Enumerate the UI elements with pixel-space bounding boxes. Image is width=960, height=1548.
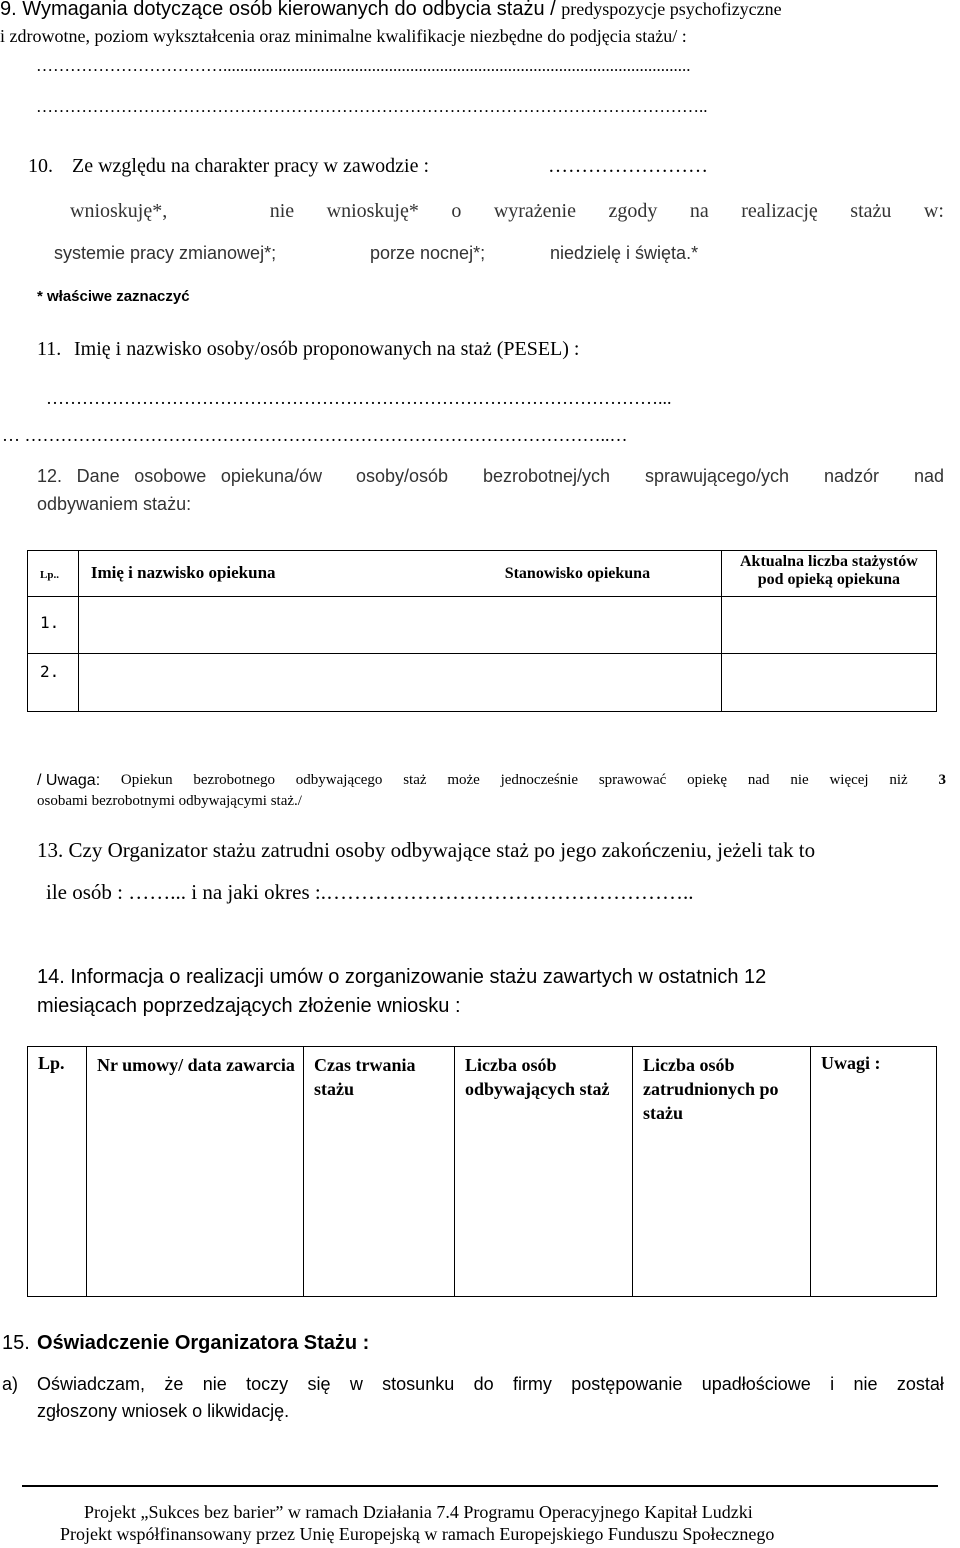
s9-dots1: …………………………….............................................................................................................. [36, 56, 691, 75]
word: Oświadczam, [37, 1374, 146, 1394]
s14-line2: miesiącach poprzedzających złożenie wniosku : [37, 995, 461, 1017]
word: Opiekun [120, 772, 173, 788]
word: staż [403, 772, 427, 788]
col-lp [28, 551, 79, 597]
word: opiekę [687, 772, 728, 788]
s9-line1 [0, 0, 782, 21]
contracts-table-header [28, 1047, 937, 1297]
col-contract [87, 1047, 304, 1297]
option-system-holidays[interactable]: niedzielę i święta.* [550, 243, 699, 263]
option-nie: nie [269, 200, 295, 222]
s9-dots2: ……………………………………………………………………………………………………….. [36, 97, 708, 116]
col-name-label: Imię i nazwisko opiekuna [90, 563, 276, 582]
word: opiekuna/ów [220, 466, 322, 486]
word: że [164, 1374, 184, 1394]
word: toczy [246, 1374, 289, 1394]
s9-line2: i zdrowotne, poziom wykształcenia oraz minimalne kwalifikacje niezbędne do podjęcia stażu/ : [0, 26, 687, 46]
cell-name[interactable] [78, 654, 496, 712]
supervisor-table-header [28, 551, 937, 597]
word: nad [913, 466, 944, 486]
word: 3 [938, 772, 946, 788]
s15-num: 15. [2, 1332, 30, 1354]
word: do [473, 1374, 494, 1394]
col-count-label: Aktualna liczba stażystów pod opieką opiekuna [740, 553, 918, 588]
word: postępowanie [571, 1374, 683, 1394]
word: Dane [76, 466, 120, 486]
option-system-night[interactable]: porze nocnej*; [370, 243, 486, 263]
s15-a-line1 [37, 1374, 944, 1395]
col-lp-label: Lp. [38, 1053, 65, 1073]
col-lp [28, 1047, 87, 1297]
col-name [78, 551, 496, 597]
s15-title: Oświadczenie Organizatora Stażu : [37, 1332, 370, 1354]
contracts-table [27, 1046, 937, 1297]
col-position-label: Stanowisko opiekuna [504, 565, 651, 582]
cell-count[interactable] [721, 654, 936, 712]
word: firmy [512, 1374, 552, 1394]
footer-line2: Projekt współfinansowany przez Unię Europejską w ramach Europejskiego Funduszu Społecznego [60, 1524, 775, 1544]
s15-a-line2: zgłoszony wniosek o likwidację. [37, 1401, 290, 1421]
word: bezrobotnej/ych [482, 466, 611, 486]
s10-dots: …………………… [548, 155, 708, 177]
s12-label-left [37, 466, 322, 487]
s12-note-line2: osobami bezrobotnymi odbywającymi staż./ [37, 793, 302, 809]
word: stażu [850, 200, 892, 222]
s14-line1: 14. Informacja o realizacji umów o zorganizowanie stażu zawartych w ostatnich 12 [37, 966, 767, 988]
col-notes [811, 1047, 937, 1297]
s9-line1-small: predyspozycje psychofizyczne [561, 0, 782, 19]
cell-lp [28, 654, 79, 712]
s12-label-line2: odbywaniem stażu: [37, 494, 192, 514]
note-prefix: / Uwaga: [37, 772, 101, 789]
s11-num: 11. [37, 338, 62, 360]
cell-count[interactable] [721, 597, 936, 654]
word: niż [889, 772, 908, 788]
word: wyrażenie [493, 200, 576, 222]
s12-label-right [356, 466, 944, 487]
table-row [28, 654, 937, 712]
s10-num: 10. [28, 155, 53, 177]
word: sprawującego/ych [644, 466, 790, 486]
s10-question: Ze względu na charakter pracy w zawodzie : [72, 155, 430, 177]
word: nie [853, 1374, 878, 1394]
word: bezrobotnego [193, 772, 276, 788]
footer-divider [22, 1485, 938, 1487]
col-count [721, 551, 936, 597]
col-position [497, 551, 722, 597]
table-row [28, 597, 937, 654]
word: zgody [608, 200, 658, 222]
word: i [830, 1374, 835, 1394]
word: w [349, 1374, 363, 1394]
s11-label: Imię i nazwisko osoby/osób proponowanych na staż (PESEL) : [74, 338, 580, 360]
cell-name[interactable] [78, 597, 496, 654]
supervisor-table [27, 550, 937, 712]
col-lp-label: Lp.. [40, 569, 59, 581]
word: osoby/osób [356, 466, 449, 486]
word: nad [747, 772, 770, 788]
option-nie-wnioskuje[interactable]: wnioskuję* [326, 200, 419, 222]
col-duration-label: Czas trwania stażu [314, 1055, 416, 1099]
cell-lp-value: 2. [40, 662, 60, 681]
word: o [451, 200, 462, 222]
word: na [689, 200, 709, 222]
word: stosunku [382, 1374, 455, 1394]
col-duration [304, 1047, 455, 1297]
s13-line1: 13. Czy Organizator stażu zatrudni osoby odbywające staż po jego zakończeniu, jeżeli tak to [37, 838, 816, 862]
word: jednocześnie [500, 772, 579, 788]
word: więcej [829, 772, 869, 788]
word: sprawować [598, 772, 667, 788]
s10-options-line [70, 200, 944, 223]
word: odbywającego [295, 772, 383, 788]
word: w: [923, 200, 944, 222]
cell-lp [28, 597, 79, 654]
word: osobowe [134, 466, 207, 486]
s12-note-line1 [37, 772, 946, 790]
word: nie [202, 1374, 227, 1394]
s15-a-label: a) [2, 1374, 19, 1394]
word: nadzór [823, 466, 880, 486]
s9-line1-main: 9. Wymagania dotyczące osób kierowanych do odbycia stażu / [0, 0, 556, 20]
s10-note: * właściwe zaznaczyć [37, 288, 190, 305]
word: upadłościowe [701, 1374, 811, 1394]
word: nie [790, 772, 809, 788]
s11-dots2: … ……………………………………………………………………………………..… [2, 425, 628, 445]
col-employed [633, 1047, 811, 1297]
cell-lp-value: 1. [40, 613, 60, 632]
col-notes-label: Uwagi : [821, 1053, 881, 1073]
word: 12. [37, 466, 63, 486]
option-wnioskuje[interactable]: wnioskuję*, [70, 200, 168, 222]
footer-line1: Projekt „Sukces bez barier” w ramach Działania 7.4 Programu Operacyjnego Kapitał Ludzki [84, 1502, 753, 1522]
cell-position[interactable] [497, 597, 722, 654]
word: się [307, 1374, 331, 1394]
col-trainees [455, 1047, 633, 1297]
s13-line2: ile osób : ……... i na jaki okres :.…………………………………………….. [46, 880, 694, 904]
word: realizację [741, 200, 818, 222]
option-system-shift[interactable]: systemie pracy zmianowej*; [54, 243, 277, 263]
word: może [447, 772, 480, 788]
col-employed-label: Liczba osób zatrudnionych po stażu [643, 1055, 779, 1123]
col-trainees-label: Liczba osób odbywających staż [465, 1055, 610, 1099]
s11-dots1: …………………………………………………………………………………………... [46, 388, 672, 408]
col-contract-label: Nr umowy/ data zawarcia [97, 1055, 295, 1075]
word: został [896, 1374, 944, 1394]
cell-position[interactable] [497, 654, 722, 712]
